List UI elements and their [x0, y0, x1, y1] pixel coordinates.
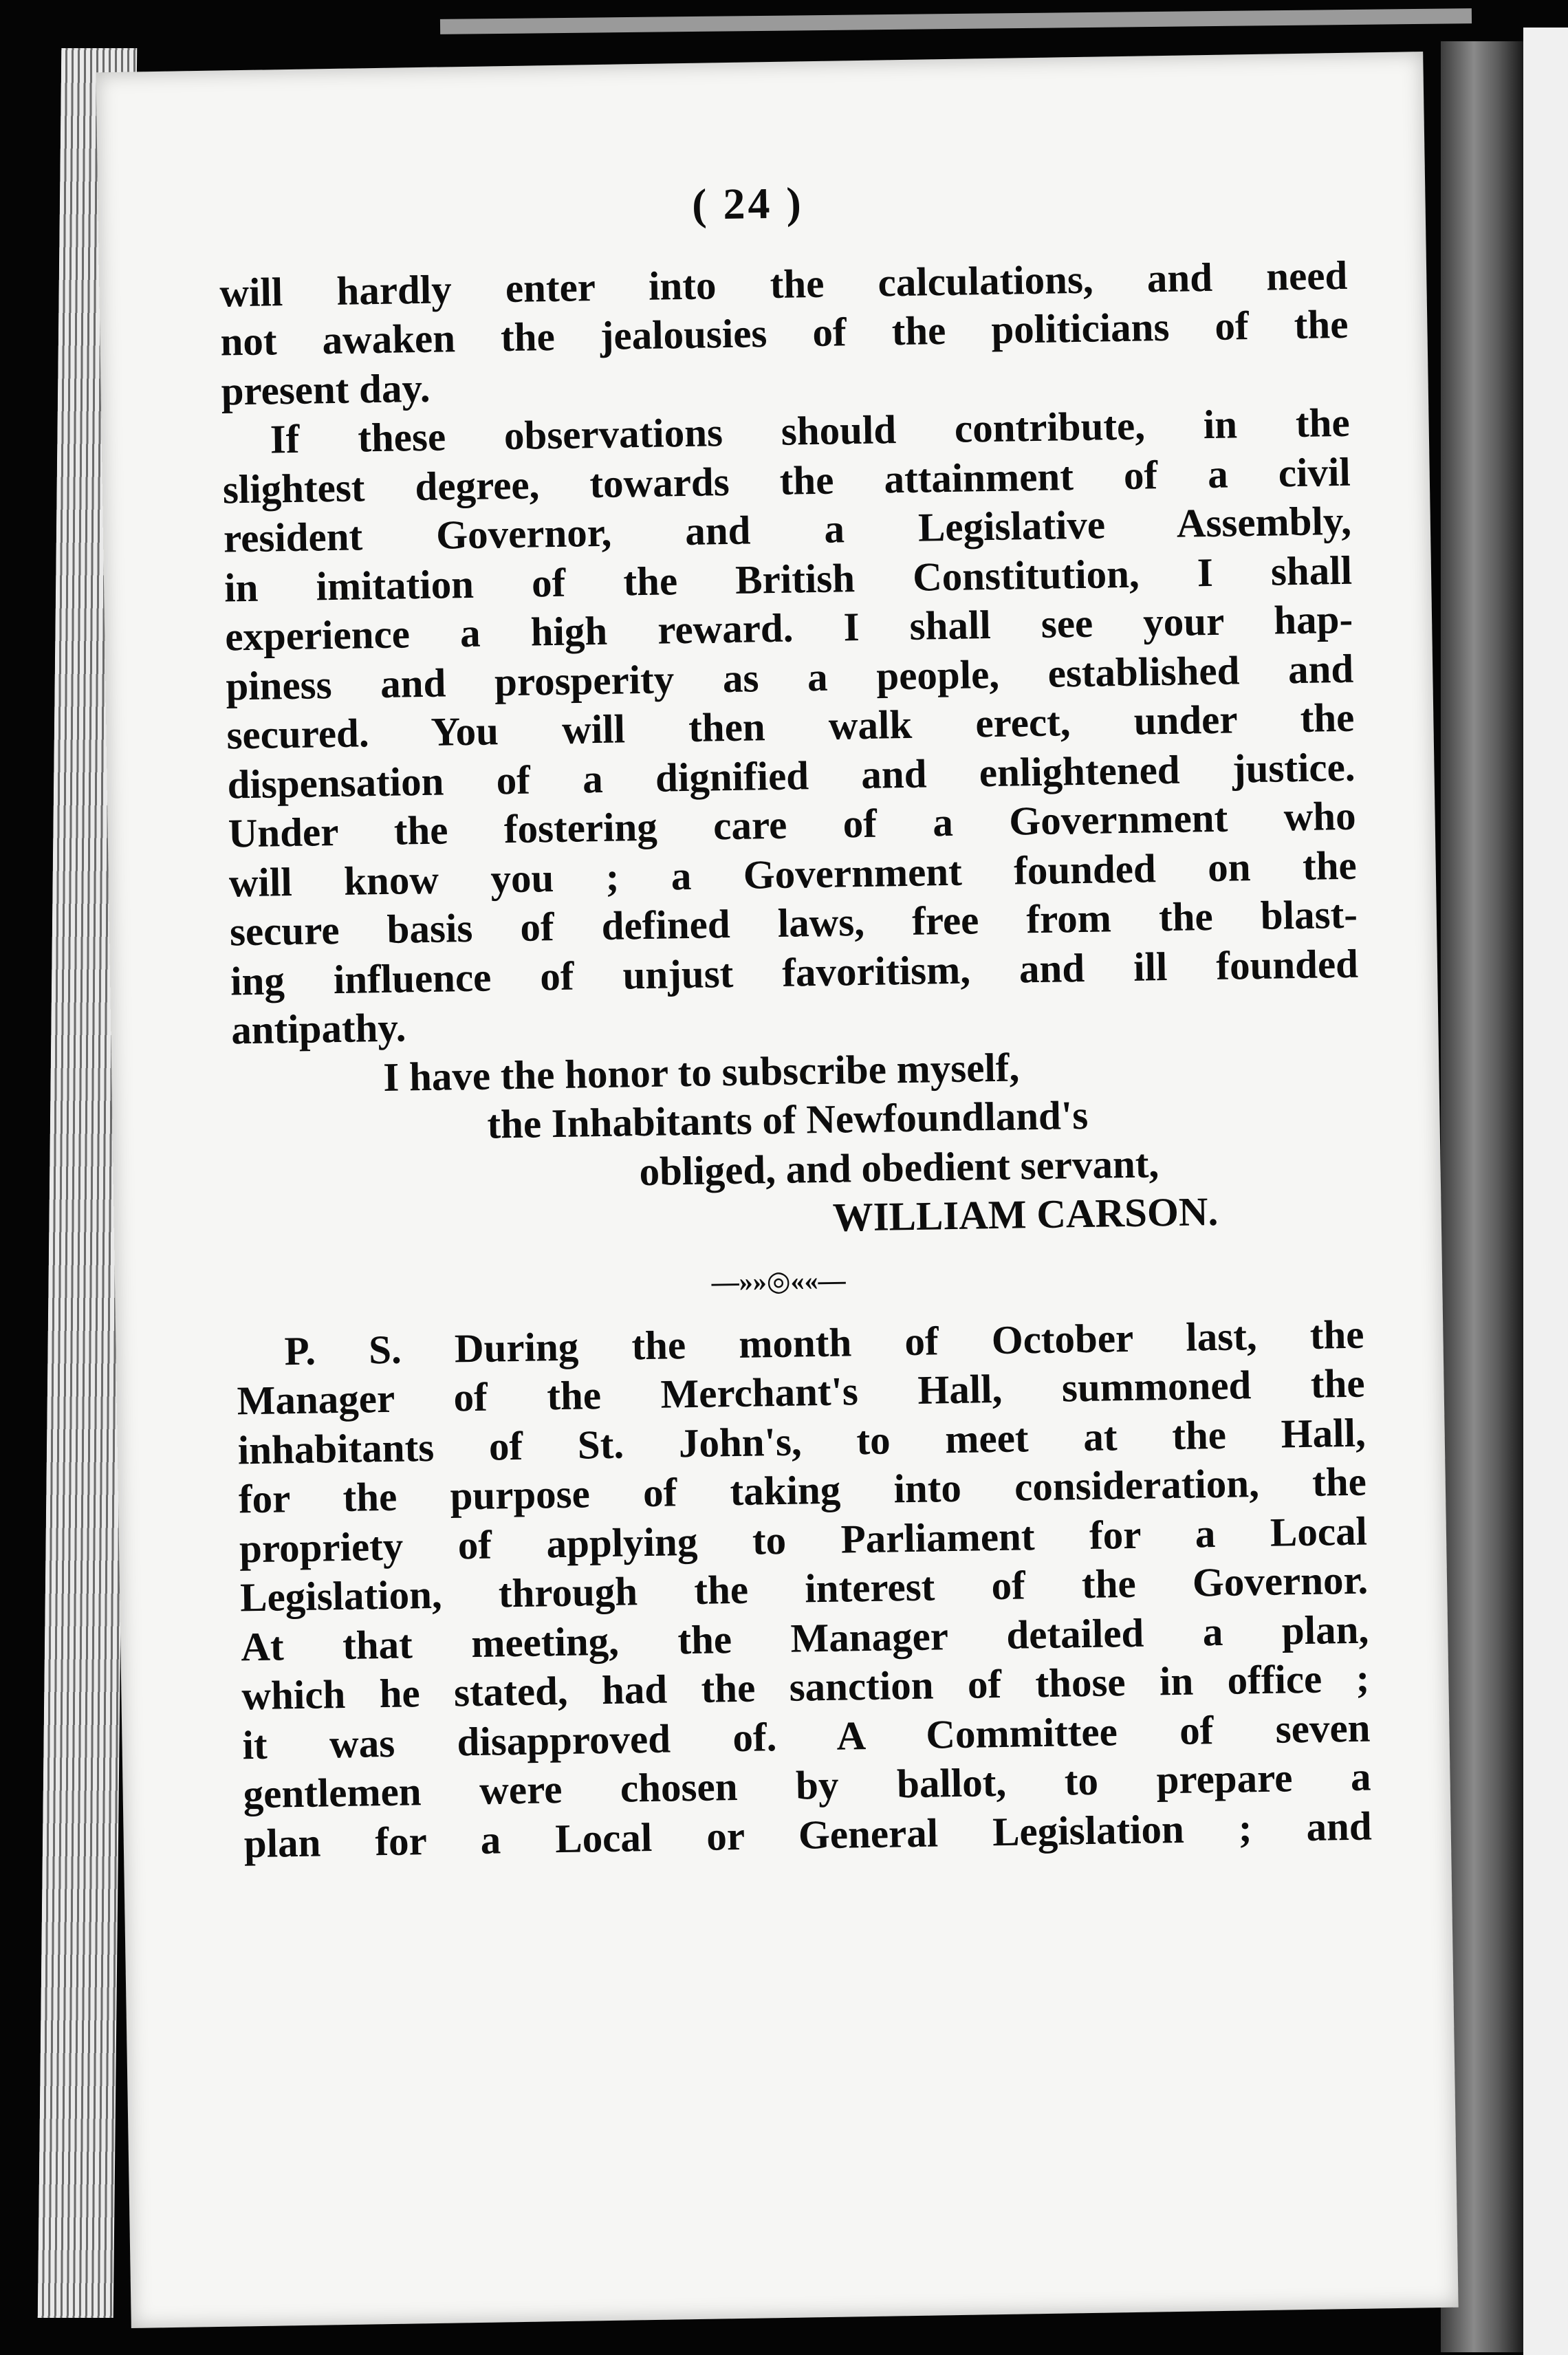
closing-line: the Inhabitants of Newfoundland's — [486, 1092, 1089, 1147]
text-line: experience a high reward. I shall see your hap- — [224, 596, 1353, 660]
text-line: If these observations should contribute, in the — [270, 399, 1351, 462]
text-line: propriety of applying to Parliament for a Local — [239, 1508, 1368, 1571]
text-line: present day. — [221, 365, 431, 414]
closing-line: I have the honor to subscribe myself, — [382, 1043, 1020, 1100]
text-line: Manager of the Merchant's Hall, summoned the — [237, 1360, 1366, 1424]
text-line: Under the fostering care of a Government who — [228, 792, 1357, 856]
signature: WILLIAM CARSON. — [832, 1188, 1219, 1240]
page-number: ( 24 ) — [691, 178, 805, 229]
paragraph-1 — [219, 250, 1349, 415]
postscript — [236, 1310, 1372, 1868]
text-line: resident Governor, and a Legislative Assembly, — [223, 497, 1352, 561]
text-line: for the purpose of taking into consideration, the — [238, 1458, 1367, 1522]
letter-closing — [232, 1037, 1362, 1252]
text-line: antipathy. — [230, 1004, 406, 1053]
text-line: ing influence of unjust favoritism, and ill founded — [230, 940, 1359, 1003]
text-line: plan for a Local or General Legislation ; and — [243, 1803, 1373, 1866]
text-line: slightest degree, towards the attainment of a civil — [222, 448, 1351, 512]
text-line: in imitation of the British Constitution, I shall — [224, 547, 1353, 611]
text-line: secure basis of defined laws, free from the blast- — [229, 891, 1358, 955]
text-line: will know you ; a Government founded on the — [228, 842, 1358, 905]
text-line: piness and prosperity as a people, established and — [225, 645, 1354, 708]
text-line: P. S. During the month of October last, the — [284, 1311, 1364, 1374]
text-line: dispensation of a dignified and enlightened justice. — [227, 744, 1355, 807]
text-line: inhabitants of St. John's, to meet at the Hall, — [237, 1409, 1366, 1473]
top-edge-shadow — [440, 8, 1472, 34]
text-line: Legislation, through the interest of the Governor. — [239, 1556, 1369, 1620]
text-line: it was disapproved of. A Committee of seven — [242, 1704, 1371, 1768]
closing-line: obliged, and obedient servant, — [639, 1140, 1159, 1194]
facing-page-edge — [1523, 28, 1568, 2355]
paragraph-2 — [221, 398, 1359, 1055]
text-line: not awaken the jealousies of the politicians of the — [220, 301, 1349, 365]
text-line: At that meeting, the Manager detailed a plan, — [240, 1606, 1369, 1669]
text-line: gentlemen were chosen by ballot, to prepare a — [243, 1753, 1372, 1817]
text-line: will hardly enter into the calculations, and need — [219, 252, 1348, 316]
section-ornament: —»»◎««— — [711, 1263, 846, 1298]
text-line: which he stated, had the sanction of those in office ; — [241, 1655, 1370, 1719]
text-line: secured. You will then walk erect, under the — [226, 694, 1355, 758]
page-sheet — [96, 52, 1458, 2328]
page-text — [218, 170, 1372, 1868]
